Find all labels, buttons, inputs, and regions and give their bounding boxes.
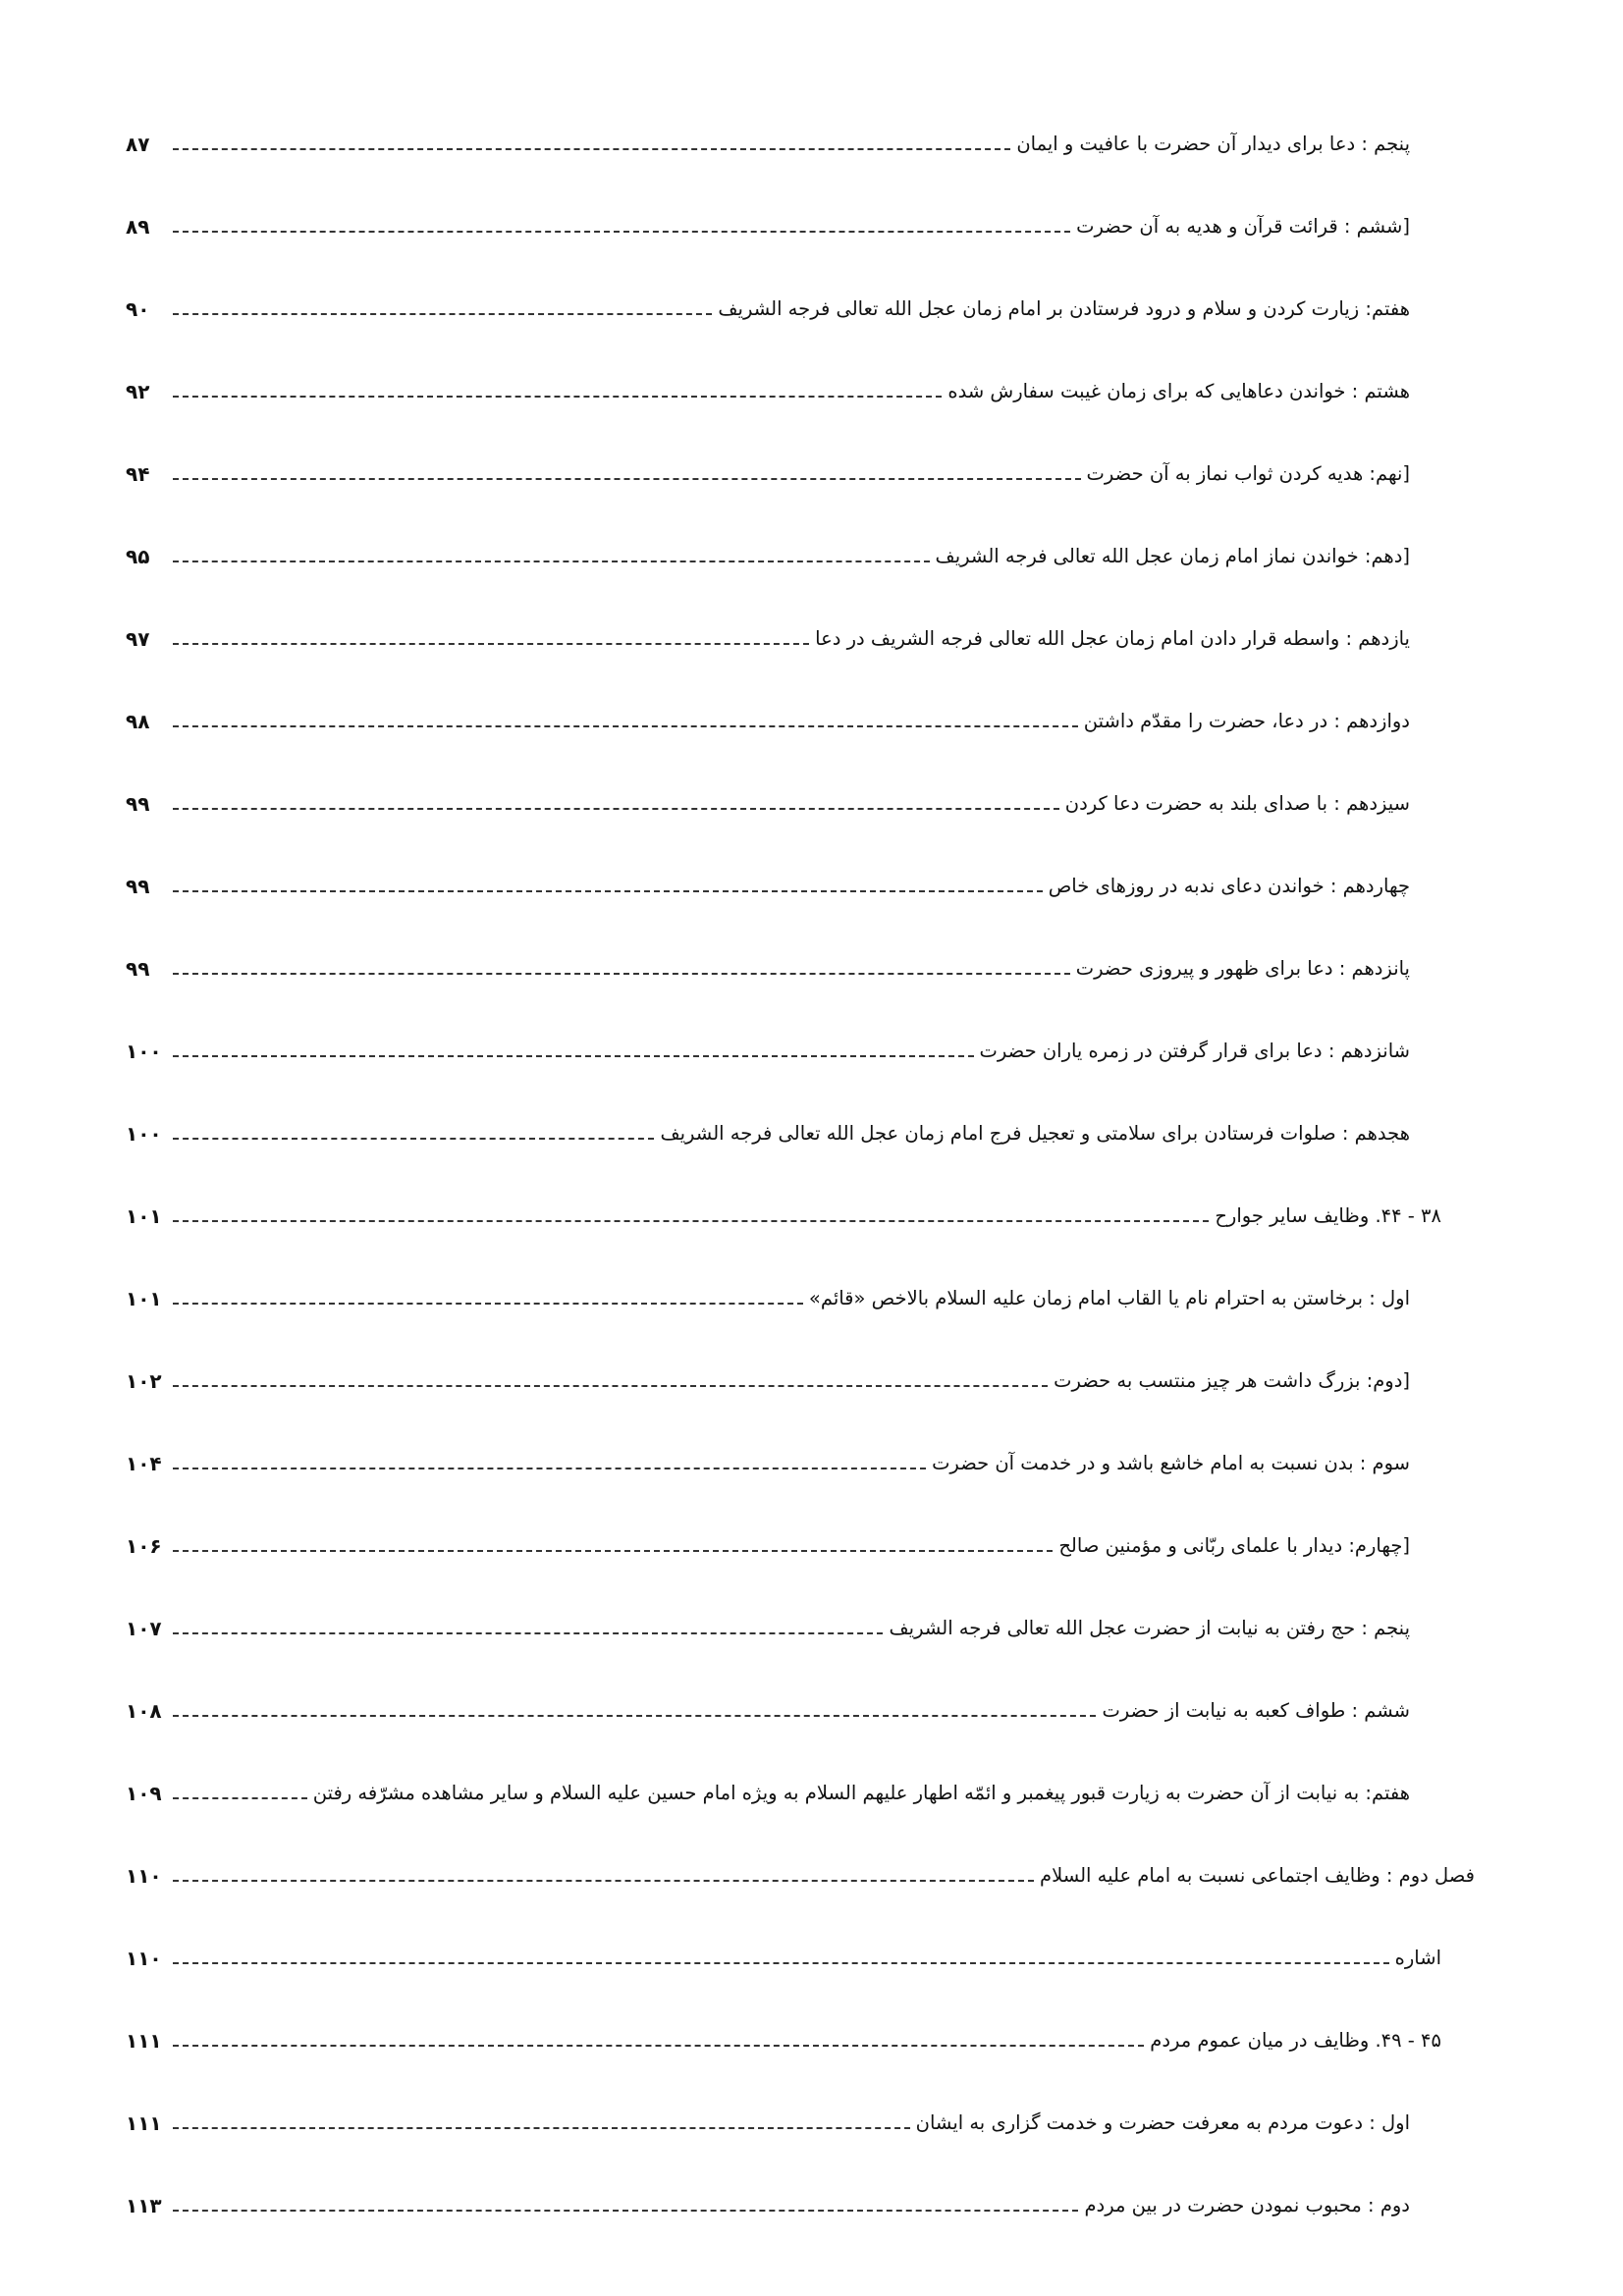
toc-entry[interactable] (126, 1691, 1410, 1731)
toc-entry[interactable] (126, 784, 1410, 824)
toc-entry-title: [ششم : قرائت قرآن و هدیه به آن حضرت (1076, 215, 1410, 238)
toc-entry-title: اول : دعوت مردم به معرفت حضرت و خدمت گزاری به ایشان (915, 2111, 1410, 2134)
toc-entry[interactable] (126, 867, 1410, 906)
toc-entry-page: ۸۹ (126, 215, 150, 239)
toc-entry[interactable] (126, 1279, 1410, 1318)
toc-entry-page: ۹۷ (126, 627, 150, 651)
toc-entry-page: ۹۹ (126, 875, 150, 898)
toc-entry-title: پنجم : دعا برای دیدار آن حضرت با عافیت و ایمان (1016, 133, 1410, 155)
toc-entry-title: چهاردهم : خواندن دعای ندبه در روزهای خاص (1048, 875, 1410, 897)
toc-entry-title: هشتم : خواندن دعاهایی که برای زمان غیبت سفارش شده (947, 380, 1410, 402)
toc-entry[interactable] (126, 1609, 1410, 1648)
dotted-leader (173, 1962, 1389, 1964)
toc-entry-title: هجدهم : صلوات فرستادن برای سلامتی و تعجیل فرج امام زمان عجل الله تعالی فرجه الشریف (660, 1122, 1410, 1145)
toc-entry-title: پانزدهم : دعا برای ظهور و پیروزی حضرت (1075, 957, 1410, 980)
toc-entry-title: اشاره (1394, 1947, 1441, 1969)
toc-entry-page: ۹۹ (126, 957, 150, 981)
dotted-leader (173, 396, 942, 398)
dotted-leader (173, 1550, 1053, 1552)
toc-entry-title: سوم : بدن نسبت به امام خاشع باشد و در خدمت آن حضرت (932, 1452, 1410, 1474)
toc-entry-page: ۱۰۷ (126, 1617, 162, 1640)
toc-entry-page: ۱۱۳ (126, 2194, 162, 2217)
toc-entry[interactable] (126, 1114, 1410, 1153)
toc-entry[interactable] (126, 454, 1410, 494)
toc-entry-page: ۱۱۰ (126, 1864, 162, 1888)
toc-section-entry[interactable] (126, 2021, 1441, 2060)
dotted-leader (173, 1138, 654, 1140)
toc-entry-page: ۸۷ (126, 133, 150, 156)
toc-entry-page: ۱۰۶ (126, 1534, 162, 1558)
toc-entry-page: ۱۰۹ (126, 1782, 162, 1805)
toc-section-entry[interactable] (126, 1939, 1441, 1978)
toc-entry-title: هفتم: زیارت کردن و سلام و درود فرستادن بر امام زمان عجل الله تعالی فرجه الشریف (718, 297, 1410, 320)
dotted-leader (173, 1303, 803, 1305)
toc-entry-title: شانزدهم : دعا برای قرار گرفتن در زمره یاران حضرت (979, 1040, 1410, 1062)
toc-entry-page: ۹۰ (126, 297, 150, 321)
toc-entry-page: ۱۱۱ (126, 2111, 162, 2135)
toc-entry-page: ۱۰۰ (126, 1040, 162, 1063)
toc-entry-page: ۱۰۸ (126, 1699, 162, 1723)
dotted-leader (173, 1055, 974, 1057)
toc-entry-title: فصل دوم : وظایف اجتماعی نسبت به امام علیه السلام (1040, 1864, 1475, 1887)
toc-entry-page: ۹۸ (126, 710, 150, 733)
dotted-leader (173, 2127, 910, 2129)
dotted-leader (173, 1385, 1048, 1387)
toc-entry-title: [چهارم: دیدار با علمای ربّانی و مؤمنین صالح (1058, 1534, 1410, 1557)
toc-entry[interactable] (126, 372, 1410, 411)
toc-entry-page: ۱۰۲ (126, 1369, 162, 1393)
toc-entry-page: ۱۰۱ (126, 1287, 162, 1310)
toc-entry-page: ۱۰۰ (126, 1122, 162, 1146)
dotted-leader (173, 148, 1010, 150)
dotted-leader (173, 890, 1043, 892)
dotted-leader (173, 808, 1059, 810)
dotted-leader (173, 1468, 926, 1469)
toc-entry-page: ۱۱۱ (126, 2029, 162, 2053)
toc-entry[interactable] (126, 1526, 1410, 1566)
dotted-leader (173, 1880, 1034, 1882)
dotted-leader (173, 725, 1078, 727)
toc-entry[interactable] (126, 207, 1410, 246)
toc-entry-page: ۹۴ (126, 462, 150, 486)
dotted-leader (173, 1632, 883, 1634)
dotted-leader (173, 1715, 1096, 1717)
toc-entry[interactable] (126, 1444, 1410, 1483)
toc-entry-title: [نهم: هدیه کردن ثواب نماز به آن حضرت (1086, 462, 1410, 485)
toc-entry-title: سیزدهم : با صدای بلند به حضرت دعا کردن (1064, 792, 1410, 815)
toc-entry[interactable] (126, 1032, 1410, 1071)
toc-entry-page: ۹۲ (126, 380, 150, 403)
toc-entry-page: ۹۵ (126, 545, 150, 568)
dotted-leader (173, 973, 1070, 975)
toc-entry[interactable] (126, 290, 1410, 329)
toc-entry-title: دوم : محبوب نمودن حضرت در بین مردم (1084, 2194, 1410, 2216)
toc-entry-title: ۳۸ - ۴۴. وظایف سایر جوارح (1215, 1204, 1441, 1227)
toc-entry-page: ۱۰۱ (126, 1204, 162, 1228)
dotted-leader (173, 1220, 1209, 1222)
dotted-leader (173, 1797, 307, 1799)
toc-chapter-entry[interactable] (126, 1856, 1475, 1896)
toc-entry-title: هفتم: به نیابت از آن حضرت به زیارت قبور پیغمبر و ائمّه اطهار علیهم السلام به ویژه امام حسین علیه السلام و سایر مشاهده مشرّفه رفتن (312, 1782, 1410, 1804)
toc-entry-title: ششم : طواف کعبه به نیابت از حضرت (1102, 1699, 1410, 1722)
toc-entry[interactable] (126, 619, 1410, 659)
toc-section-entry[interactable] (126, 1197, 1441, 1236)
toc-entry[interactable] (126, 2186, 1410, 2225)
toc-entry-page: ۹۹ (126, 792, 150, 816)
dotted-leader (173, 313, 712, 315)
toc-entry-title: پنجم : حج رفتن به نیابت از حضرت عجل الله تعالی فرجه الشریف (889, 1617, 1410, 1639)
dotted-leader (173, 643, 809, 645)
toc-entry[interactable] (126, 537, 1410, 576)
toc-entry[interactable] (126, 1774, 1410, 1813)
dotted-leader (173, 2045, 1144, 2047)
toc-entry[interactable] (126, 702, 1410, 741)
toc-entry-page: ۱۱۰ (126, 1947, 162, 1970)
toc-entry-page: ۱۰۴ (126, 1452, 162, 1475)
toc-entry-title: ۴۵ - ۴۹. وظایف در میان عموم مردم (1150, 2029, 1441, 2052)
dotted-leader (173, 561, 930, 562)
dotted-leader (173, 478, 1081, 480)
dotted-leader (173, 2210, 1078, 2212)
toc-entry-title: [دهم: خواندن نماز امام زمان عجل الله تعالی فرجه الشریف (935, 545, 1410, 567)
toc-entry[interactable] (126, 125, 1410, 164)
toc-entry[interactable] (126, 2104, 1410, 2143)
toc-entry-title: دوازدهم : در دعا، حضرت را مقدّم داشتن (1083, 710, 1410, 732)
toc-entry-title: اول : برخاستن به احترام نام یا القاب امام زمان علیه السلام بالاخص «قائم» (808, 1287, 1410, 1309)
toc-entry[interactable] (126, 949, 1410, 988)
toc-entry-title: یازدهم : واسطه قرار دادن امام زمان عجل الله تعالی فرجه الشریف در دعا (815, 627, 1410, 650)
toc-entry-title: [دوم: بزرگ داشت هر چیز منتسب به حضرت (1054, 1369, 1410, 1392)
toc-entry[interactable] (126, 1362, 1410, 1401)
dotted-leader (173, 231, 1070, 233)
